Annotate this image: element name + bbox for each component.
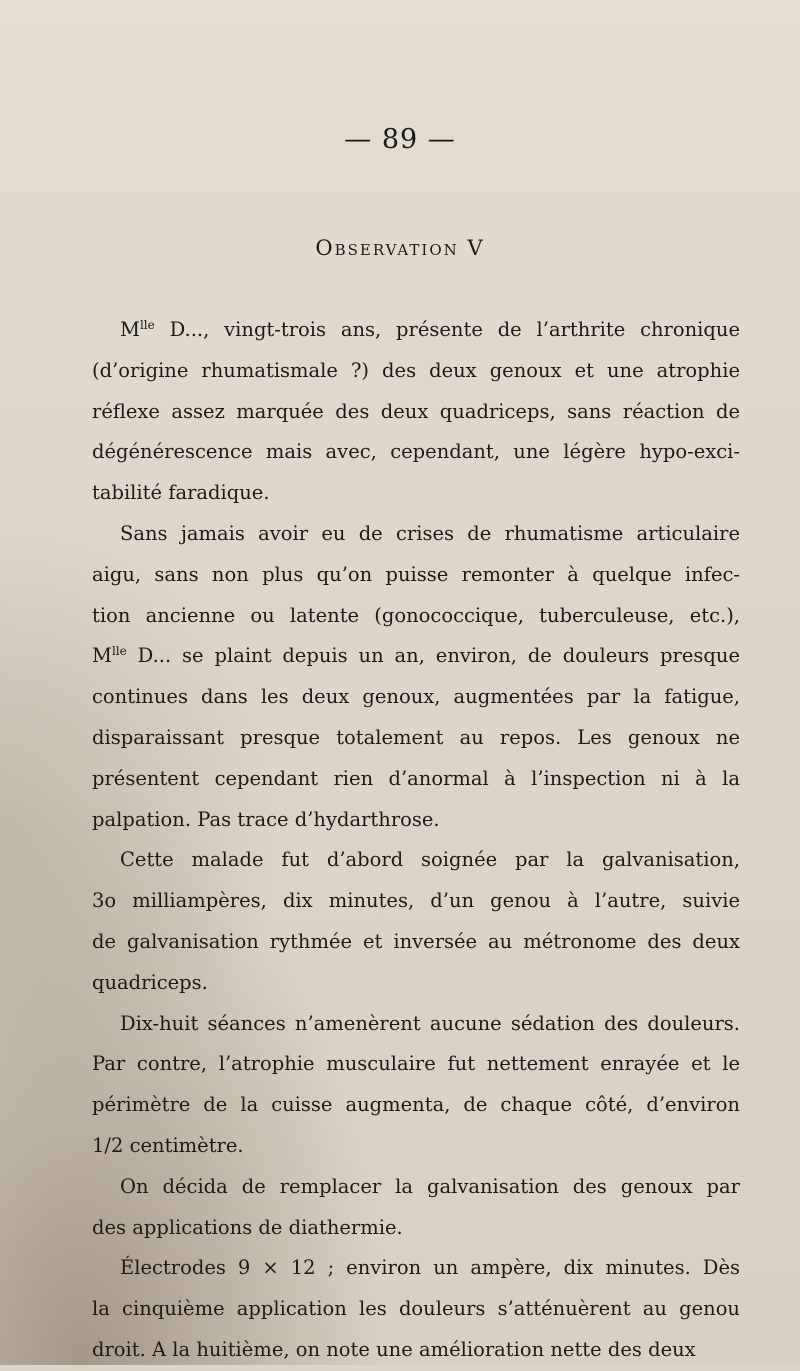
text-line xyxy=(92,392,740,433)
line-text: (d’origine rhumatismale ?) des deux genoux et une atrophie xyxy=(92,358,740,382)
line-text: 1/2 centimètre. xyxy=(92,1133,244,1157)
text-line xyxy=(92,473,740,514)
line-text: On décida de remplacer la galvanisation des genoux par xyxy=(120,1174,740,1198)
honorific-superscript: lle xyxy=(139,318,155,332)
text-line xyxy=(92,1248,740,1289)
text-line xyxy=(92,759,740,800)
line-text: des applications de diathermie. xyxy=(92,1215,403,1239)
line-text: tabilité faradique. xyxy=(92,481,270,505)
line-text: D..., vingt-trois ans, présente de l’arthrite chronique xyxy=(154,318,740,341)
text-line xyxy=(92,514,740,555)
text-line xyxy=(92,1085,740,1126)
line-text: disparaissant presque totalement au repos. Les genoux ne xyxy=(92,725,740,749)
line-text: de galvanisation rythmée et inversée au métronome des deux xyxy=(92,929,740,953)
line-text: D... se plaint depuis un an, environ, de douleurs presque xyxy=(126,644,740,668)
text-line xyxy=(92,555,740,596)
text-line xyxy=(92,718,740,759)
text-line xyxy=(92,1208,740,1249)
text-line xyxy=(92,677,740,718)
observation-body xyxy=(92,310,740,1371)
text-line xyxy=(92,800,740,841)
text-line xyxy=(92,1004,740,1045)
text-line xyxy=(92,1289,740,1330)
line-text: Cette malade fut d’abord soignée par la galvanisation, xyxy=(120,848,740,872)
text-line xyxy=(92,596,740,637)
line-text: présentent cependant rien d’anormal à l’inspection ni à la xyxy=(92,766,740,790)
text-line xyxy=(92,351,740,392)
line-text: tion ancienne ou latente (gonococcique, tuberculeuse, etc.), xyxy=(92,603,740,627)
line-text: droit. A la huitième, on note une amélioration nette des deux xyxy=(92,1337,696,1361)
text-line xyxy=(92,840,740,881)
text-line xyxy=(92,310,740,351)
line-text: continues dans les deux genoux, augmentées par la fatigue, xyxy=(92,685,740,709)
line-text: palpation. Pas trace d’hydarthrose. xyxy=(92,807,440,831)
line-text: Électrodes 9 × 12 ; environ un ampère, dix minutes. Dès xyxy=(120,1256,740,1280)
honorific: M xyxy=(92,644,112,668)
text-line xyxy=(92,636,740,677)
honorific-superscript: lle xyxy=(111,644,127,659)
text-line xyxy=(92,963,740,1004)
honorific: M xyxy=(120,318,140,341)
line-text: Sans jamais avoir eu de crises de rhumatisme articulaire xyxy=(120,521,740,545)
text-line xyxy=(92,881,740,922)
line-text: Dix-huit séances n’amenèrent aucune sédation des douleurs. xyxy=(120,1011,740,1035)
text-line xyxy=(92,1126,740,1167)
line-text: périmètre de la cuisse augmenta, de chaque côté, d’environ xyxy=(92,1093,740,1117)
text-line xyxy=(92,1044,740,1085)
line-text: dégénérescence mais avec, cependant, une légère hypo-exci- xyxy=(92,440,740,464)
line-text: la cinquième application les douleurs s’atténuèrent au genou xyxy=(92,1297,740,1321)
line-text: réflexe assez marquée des deux quadriceps, sans réaction de xyxy=(92,399,740,423)
text-line xyxy=(92,432,740,473)
line-text: Par contre, l’atrophie musculaire fut nettement enrayée et le xyxy=(92,1052,740,1076)
line-text: aigu, sans non plus qu’on puisse remonter à quelque infec- xyxy=(92,562,740,586)
text-line xyxy=(92,922,740,963)
line-text: 3o milliampères, dix minutes, d’un genou à l’autre, suivie xyxy=(92,889,740,913)
line-text: quadriceps. xyxy=(92,970,208,994)
text-line xyxy=(92,1167,740,1208)
page-number: — 89 — xyxy=(344,124,456,155)
observation-heading: Observation V xyxy=(315,236,485,260)
